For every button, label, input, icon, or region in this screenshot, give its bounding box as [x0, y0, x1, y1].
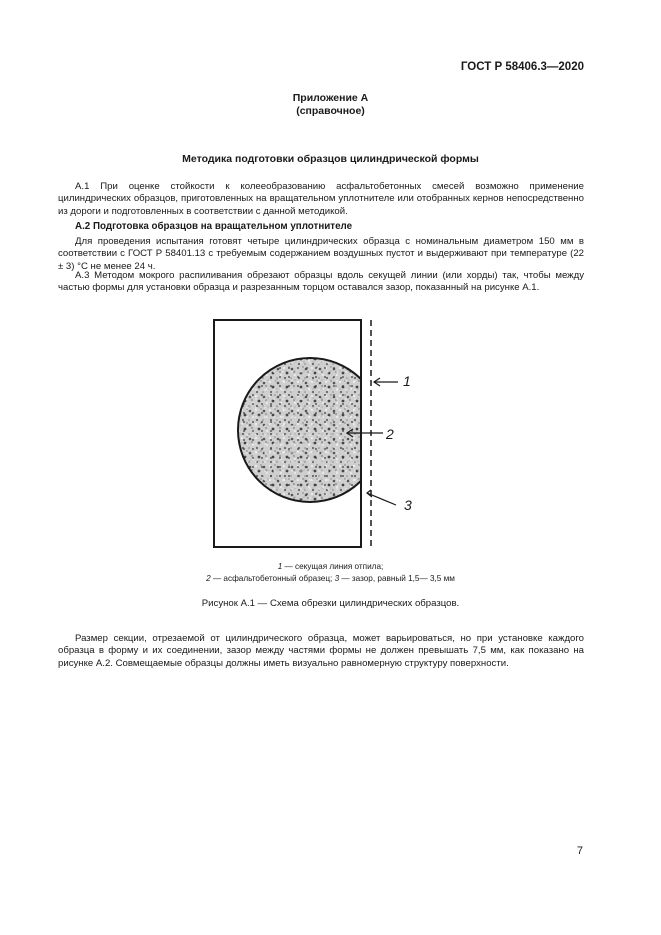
- legend-text-1: — секущая линия отпила;: [282, 562, 384, 571]
- legend-num-3: 3: [334, 574, 340, 583]
- page-number: 7: [576, 845, 583, 857]
- document-number: ГОСТ Р 58406.3—2020: [460, 61, 584, 73]
- legend-num-2: 2: [206, 574, 211, 583]
- figure-label-2: 2: [386, 426, 394, 442]
- legend-line-1: [0, 561, 661, 573]
- paragraph-a2-heading: А.2 Подготовка образцов на вращательном уплотнителе: [75, 221, 353, 232]
- figure-label-1: 1: [403, 373, 411, 389]
- paragraph-final: Размер секции, отрезаемой от цилиндрического образца, может варьироваться, но при установке каждого образца в форму и их соединении, зазор между частями формы не должен превышать 7,5 мм, как показано на рисунке А.2. Совмещаемые образцы должны иметь визуально равномерную структуру поверхности.: [58, 633, 584, 669]
- appendix-subtitle: (справочное): [296, 105, 365, 117]
- figure-legend: [0, 561, 661, 585]
- legend-text-2: — асфальтобетонный образец;: [210, 574, 335, 583]
- figure-caption: Рисунок А.1 — Схема обрезки цилиндрических образцов.: [201, 598, 460, 609]
- paragraph-a1: А.1 При оценке стойкости к колееобразованию асфальтобетонных смесей возможно применение цилиндрических образцов, приготовленных на вращательном уплотнителе или отобранных кернов непосредственно из дороги и подготовленных в соответствии с данной методикой.: [58, 181, 584, 217]
- section-title: Методика подготовки образцов цилиндрической формы: [182, 153, 479, 165]
- legend-text-3: — зазор, равный 1,5— 3,5 мм: [339, 574, 455, 583]
- legend-num-1: 1: [277, 562, 283, 571]
- paragraph-a3: А.3 Методом мокрого распиливания обрезают образцы вдоль секущей линии (или хорды) так, чтобы между частью формы для установки образца и разрезанным торцом оставался зазор, показанный на рисунке А.1.: [58, 270, 584, 294]
- figure-a1: [150, 310, 480, 560]
- legend-line-2: [0, 573, 661, 585]
- figure-label-3: 3: [404, 497, 412, 513]
- paragraph-a2-text: Для проведения испытания готовят четыре цилиндрических образца с номинальным диаметром 150 мм в соответствии с ГОСТ Р 58401.13 с требуемым содержанием воздушных пустот и выдерживают при температуре (22 ± 3) °С не менее 24 ч.: [58, 236, 584, 272]
- appendix-title: Приложение А: [292, 92, 369, 104]
- appendix-heading: [0, 92, 661, 118]
- figure-diagram: [150, 310, 480, 560]
